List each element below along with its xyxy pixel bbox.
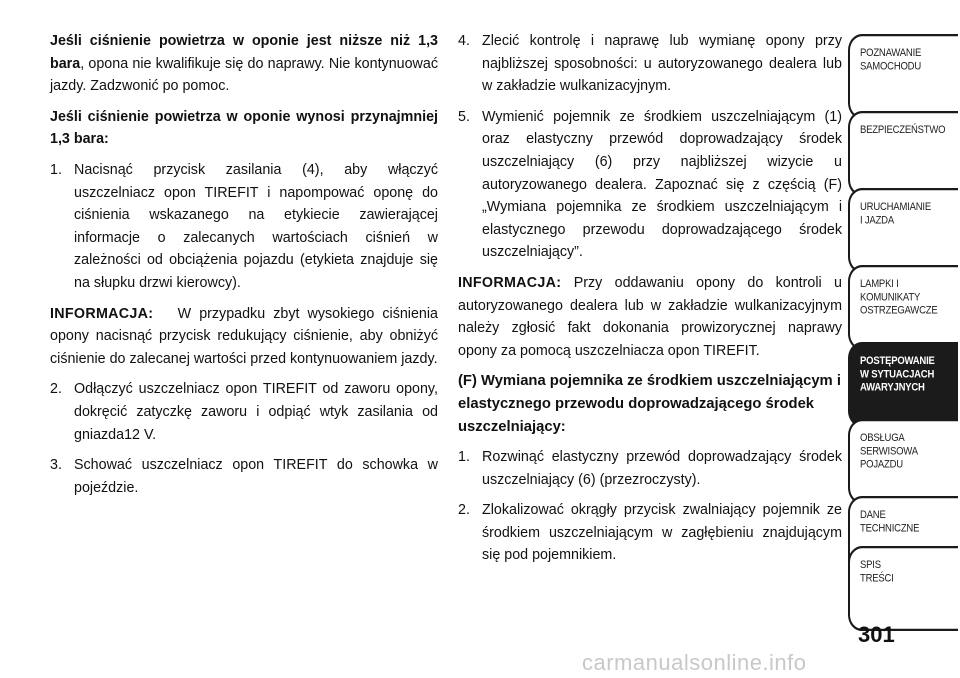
- list-item-text: Odłączyć uszczelniacz opon TIREFIT od zaworu opony, dokręcić zatyczkę zaworu i odpiąć wtyk zasilania od gniazda12 V.: [74, 381, 438, 443]
- low-pressure-paragraph: [50, 30, 438, 98]
- tab-obsluga-serwisowa[interactable]: [848, 419, 958, 504]
- tab-label-line: POZNAWANIE: [860, 46, 922, 60]
- info-text: W przypadku zbyt wysokiego ciśnienia opony nacisnąć przycisk redukujący ciśnienie, aby obniżyć ciśnienie do zalecanej wartości przed kontynuowaniem jazdy.: [50, 305, 439, 367]
- tab-label-line: W SYTUACJACH: [860, 367, 935, 381]
- tab-label-line: DANE: [860, 508, 886, 522]
- list-item: [458, 499, 842, 567]
- list-item-text: Nacisnąć przycisk zasilania (4), aby włączyć uszczelniacz opon TIREFIT i napompować oponę do ciśnienia wskazanego na etykiecie zawierającej informacje o zalecanych wartościach ciśnień w zależności od obciążenia pojazdu (etykieta znajduje się na słupku drzwi kierowcy).: [74, 161, 438, 291]
- tab-label-line: I JAZDA: [860, 213, 894, 227]
- tab-label-line: POJAZDU: [860, 458, 903, 471]
- info-label: INFORMACJA:: [50, 305, 154, 322]
- low-pressure-condition: Jeśli ciśnienie powietrza w oponie jest niższe niż 1,3 bara: [50, 33, 438, 72]
- tab-label-line: SPIS: [860, 558, 881, 572]
- list-item: [458, 446, 842, 491]
- tab-label-line: SERWISOWA: [860, 444, 918, 458]
- tab-poznawanie-samochodu[interactable]: [848, 34, 958, 119]
- tab-label-line: TREŚCI: [860, 571, 894, 585]
- tab-lampki-i-komunikaty[interactable]: [848, 265, 958, 350]
- list-item: [458, 30, 842, 98]
- list-item-text: Schować uszczelniacz opon TIREFIT do schowka w pojeździe.: [74, 457, 438, 496]
- list-item-number: 2.: [458, 502, 470, 519]
- tab-label-line: OSTRZEGAWCZE: [860, 304, 938, 317]
- info-label: INFORMACJA:: [458, 274, 562, 291]
- left-column: [50, 30, 438, 507]
- tab-label-line: TECHNICZNE: [860, 521, 920, 535]
- info-text: Przy oddawaniu opony do kontroli u autoryzowanego dealera lub w zakładzie wulkanizacyjnym należy zgłosić fakt dokonania prowizorycznej naprawy opony za pomocą uszczelniacza opon TIREFIT.: [458, 274, 842, 359]
- tab-postepowanie-w-sytuacjach-awaryjnych[interactable]: [848, 342, 958, 427]
- tab-label-line: LAMPKI I: [860, 277, 899, 291]
- list-item: [458, 106, 842, 264]
- list-item-number: 5.: [458, 108, 470, 125]
- tab-label-line: KOMUNIKATY: [860, 290, 921, 304]
- tab-label-line: OBSŁUGA: [860, 431, 905, 445]
- chapter-tabs: [848, 0, 960, 678]
- tab-label-line: SAMOCHODU: [860, 59, 922, 73]
- watermark: carmanualsonline.info: [582, 650, 807, 675]
- list-item-number: 3.: [50, 457, 62, 474]
- list-item-number: 1.: [50, 161, 62, 178]
- list-item: [50, 378, 438, 446]
- list-item-number: 4.: [458, 33, 470, 49]
- list-item-text: Zlokalizować okrągły przycisk zwalniający pojemnik ze środkiem uszczelniającym w zagłębieniu znajdującym się pod pojemnikiem.: [482, 502, 842, 564]
- page-number: 301: [858, 622, 895, 647]
- section-heading: (F) Wymiana pojemnika ze środkiem uszczelniającym i elastycznego przewodu doprowadzającego środek uszczelniający:: [458, 373, 841, 435]
- tab-label-line: POSTĘPOWANIE: [860, 354, 935, 368]
- list-item-text: Rozwinąć elastyczny przewód doprowadzający środek uszczelniający (6) (przezroczysty).: [482, 449, 842, 488]
- list-item-text: Zlecić kontrolę i naprawę lub wymianę opony przy najbliższej sposobności: u autoryzowanego dealera lub w zakładzie wulkanizacyjnym.: [482, 33, 842, 95]
- list-item: [50, 454, 438, 499]
- right-column: [458, 30, 842, 575]
- tab-uruchamianie-i-jazda[interactable]: [848, 188, 958, 273]
- tab-label-line: BEZPIECZEŃSTWO: [860, 123, 946, 137]
- low-pressure-instruction: , opona nie kwalifikuje się do naprawy. Nie kontynuować jazdy. Zadzwonić po pomoc.: [50, 55, 438, 95]
- sufficient-pressure-heading: Jeśli ciśnienie powietrza w oponie wynosi przynajmniej 1,3 bara:: [50, 108, 438, 148]
- list-item-number: 2.: [50, 381, 62, 398]
- info-note: [50, 303, 438, 371]
- list-item-number: 1.: [458, 449, 470, 466]
- info-note: [458, 272, 842, 362]
- list-item: [50, 159, 438, 295]
- list-item-text: Wymienić pojemnik ze środkiem uszczelniającym (1) oraz elastyczny przewód doprowadzający środek uszczelniający (6) przy najbliższej wizycie u autoryzowanego dealera. Zapoznać się z częścią (F) „Wymiana pojemnika ze środkiem uszczelniającym i elastycznego przewodu doprowadzającego środek uszczelniający”.: [482, 108, 842, 261]
- tab-spis-tresci[interactable]: [848, 546, 958, 631]
- tab-bezpieczenstwo[interactable]: [848, 111, 958, 196]
- tab-label-line: AWARYJNYCH: [860, 381, 925, 394]
- tab-label-line: URUCHAMIANIE: [860, 200, 931, 214]
